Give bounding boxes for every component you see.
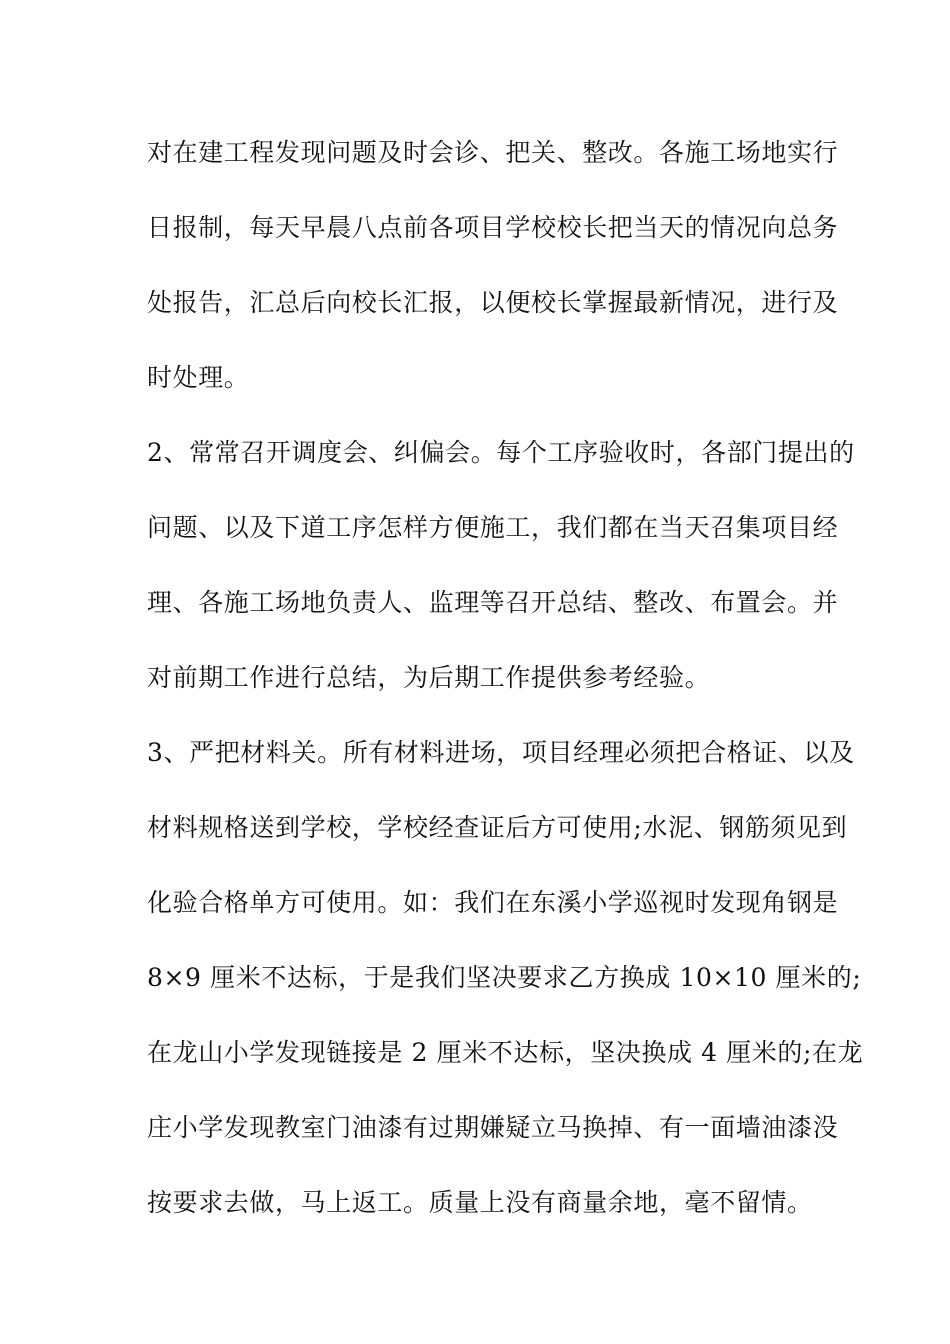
text-line: 材料规格送到学校，学校经查证后方可使用;水泥、钢筋须见到 (147, 813, 848, 842)
text-line: 按要求去做，马上返工。质量上没有商量余地，毫不留情。 (147, 1188, 813, 1217)
text-line: 对前期工作进行总结，为后期工作提供参考经验。 (147, 663, 711, 692)
text-line: 在龙山小学发现链接是 2 厘米不达标，坚决换成 4 厘米的;在龙 (147, 1038, 864, 1067)
text-line: 2、常常召开调度会、纠偏会。每个工序验收时，各部门提出的 (147, 438, 855, 467)
text-line: 3、严把材料关。所有材料进场，项目经理必须把合格证、以及 (147, 738, 855, 767)
text-line: 问题、以及下道工序怎样方便施工，我们都在当天召集项目经 (147, 513, 839, 542)
text-line: 8×9 厘米不达标，于是我们坚决要求乙方换成 10×10 厘米的; (147, 963, 862, 992)
text-line: 对在建工程发现问题及时会诊、把关、整改。各施工场地实行 (147, 138, 839, 167)
text-line: 理、各施工场地负责人、监理等召开总结、整改、布置会。并 (147, 588, 839, 617)
text-line: 处报告，汇总后向校长汇报，以便校长掌握最新情况，进行及 (147, 288, 839, 317)
text-line: 日报制，每天早晨八点前各项目学校校长把当天的情况向总务 (147, 213, 839, 242)
text-line: 庄小学发现教室门油漆有过期嫌疑立马换掉、有一面墙油漆没 (147, 1113, 839, 1142)
text-line: 时处理。 (147, 363, 250, 392)
body-text (147, 125, 864, 1250)
text-line: 化验合格单方可使用。如：我们在东溪小学巡视时发现角钢是 (147, 888, 839, 917)
